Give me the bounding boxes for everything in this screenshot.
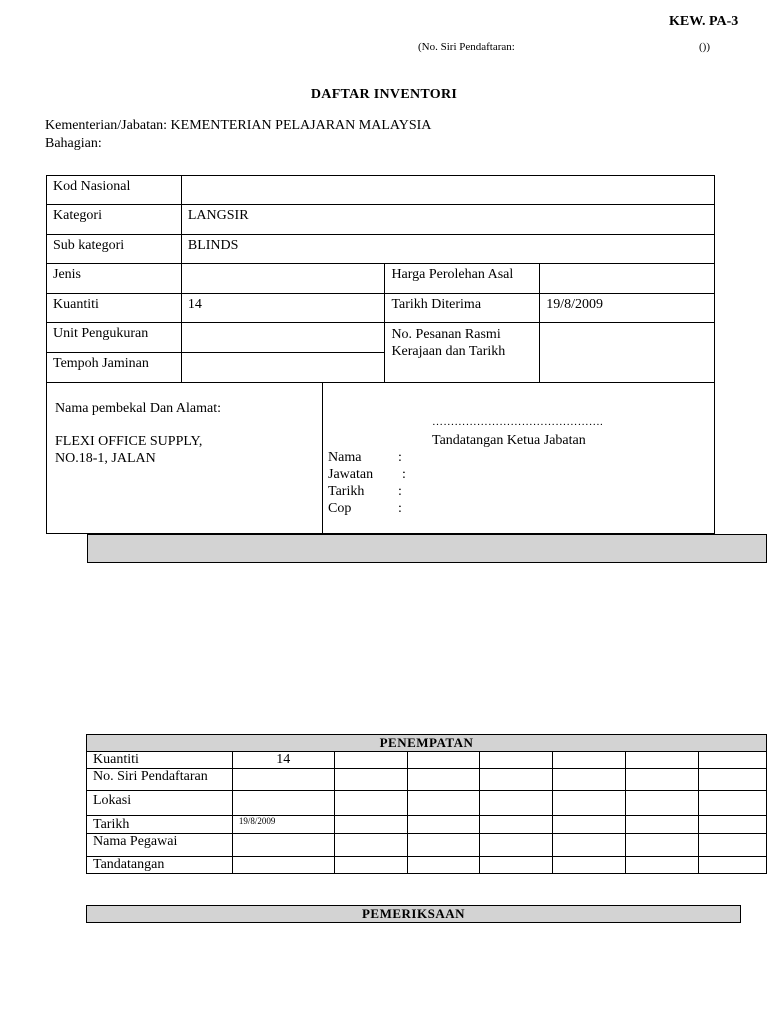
jenis-label: Jenis xyxy=(47,264,182,294)
table-cell[interactable] xyxy=(626,791,699,816)
kategori-value[interactable]: LANGSIR xyxy=(181,205,714,235)
divider xyxy=(322,382,323,533)
table-cell[interactable] xyxy=(626,857,699,874)
table-cell[interactable] xyxy=(626,752,699,769)
tarikh-sep: : xyxy=(398,484,402,499)
harga-value[interactable] xyxy=(540,264,715,294)
table-cell[interactable] xyxy=(699,791,767,816)
pen-kuantiti-label: Kuantiti xyxy=(87,752,233,769)
supplier-name xyxy=(55,433,202,467)
signature-title: Tandatangan Ketua Jabatan xyxy=(432,433,586,448)
table-row xyxy=(87,752,767,769)
kategori-label: Kategori xyxy=(47,205,182,235)
table-row xyxy=(87,816,767,834)
pesanan-rasmi-value[interactable] xyxy=(540,323,715,383)
signature-row-cop xyxy=(328,500,406,517)
unit-pengukuran-value[interactable] xyxy=(181,323,385,353)
table-cell[interactable] xyxy=(699,816,767,834)
tarikh-label: Tarikh xyxy=(328,484,365,499)
tempoh-jaminan-label: Tempoh Jaminan xyxy=(47,353,182,383)
table-cell[interactable] xyxy=(553,752,626,769)
pen-nama-pegawai-value[interactable] xyxy=(232,834,334,857)
supplier-name-line2: NO.18-1, JALAN xyxy=(55,451,156,466)
table-cell[interactable] xyxy=(334,834,407,857)
pen-kuantiti-value[interactable]: 14 xyxy=(232,752,334,769)
sub-kategori-label: Sub kategori xyxy=(47,235,182,264)
table-cell[interactable] xyxy=(334,752,407,769)
table-row xyxy=(87,834,767,857)
signature-row-tarikh xyxy=(328,483,406,500)
pen-siri-value[interactable] xyxy=(232,769,334,791)
table-cell[interactable] xyxy=(699,857,767,874)
table-cell[interactable] xyxy=(480,816,553,834)
table-cell[interactable] xyxy=(334,769,407,791)
nama-label: Nama xyxy=(328,450,362,465)
table-cell[interactable] xyxy=(480,752,553,769)
table-cell[interactable] xyxy=(626,769,699,791)
pen-tandatangan-value[interactable] xyxy=(232,857,334,874)
supplier-name-line1: FLEXI OFFICE SUPPLY, xyxy=(55,434,203,449)
table-cell[interactable] xyxy=(407,816,480,834)
supplier-signature-box xyxy=(46,382,715,534)
tarikh-diterima-value[interactable]: 19/8/2009 xyxy=(540,294,715,323)
table-cell[interactable] xyxy=(407,752,480,769)
jenis-value[interactable] xyxy=(181,264,385,294)
table-row xyxy=(47,264,715,294)
table-cell[interactable] xyxy=(407,834,480,857)
signature-details xyxy=(328,449,406,517)
table-row xyxy=(47,294,715,323)
pen-lokasi-value[interactable] xyxy=(232,791,334,816)
table-cell[interactable] xyxy=(480,834,553,857)
kuantiti-value[interactable]: 14 xyxy=(181,294,385,323)
penempatan-heading: PENEMPATAN xyxy=(87,735,767,752)
table-row xyxy=(47,176,715,205)
table-cell[interactable] xyxy=(407,791,480,816)
table-cell[interactable] xyxy=(699,769,767,791)
tarikh-diterima-label: Tarikh Diterima xyxy=(385,294,540,323)
pesanan-rasmi-label: No. Pesanan Rasmi Kerajaan dan Tarikh xyxy=(385,323,540,383)
siri-pendaftaran-label: (No. Siri Pendaftaran: xyxy=(418,41,515,53)
unit-pengukuran-label: Unit Pengukuran xyxy=(47,323,182,353)
table-row xyxy=(87,791,767,816)
harga-label: Harga Perolehan Asal xyxy=(385,264,540,294)
signature-line: ………………………………………. xyxy=(432,416,603,428)
table-cell[interactable] xyxy=(553,834,626,857)
page-title: DAFTAR INVENTORI xyxy=(310,87,458,102)
kementerian-line: Kementerian/Jabatan: KEMENTERIAN PELAJARAN MALAYSIA xyxy=(45,118,432,133)
table-cell[interactable] xyxy=(553,791,626,816)
pen-tandatangan-label: Tandatangan xyxy=(87,857,233,874)
cop-sep: : xyxy=(398,501,402,516)
table-row xyxy=(47,235,715,264)
table-cell[interactable] xyxy=(699,834,767,857)
jawatan-sep: : xyxy=(402,467,406,482)
table-row xyxy=(47,205,715,235)
table-cell[interactable] xyxy=(480,791,553,816)
table-cell[interactable] xyxy=(699,752,767,769)
pen-tarikh-label: Tarikh xyxy=(87,816,233,834)
bahagian-line: Bahagian: xyxy=(45,136,102,151)
pen-siri-label: No. Siri Pendaftaran xyxy=(87,769,233,791)
table-cell[interactable] xyxy=(480,857,553,874)
table-cell[interactable] xyxy=(407,769,480,791)
table-cell[interactable] xyxy=(334,816,407,834)
supplier-label: Nama pembekal Dan Alamat: xyxy=(55,401,221,416)
siri-pendaftaran-end: ()) xyxy=(699,41,710,53)
table-cell[interactable] xyxy=(480,769,553,791)
cop-label: Cop xyxy=(328,501,352,516)
nama-sep: : xyxy=(398,450,402,465)
table-cell[interactable] xyxy=(626,834,699,857)
kuantiti-label: Kuantiti xyxy=(47,294,182,323)
form-code: KEW. PA-3 xyxy=(669,14,739,29)
penempatan-table xyxy=(86,734,767,874)
table-cell[interactable] xyxy=(334,791,407,816)
pen-lokasi-label: Lokasi xyxy=(87,791,233,816)
table-row xyxy=(87,857,767,874)
grey-separator-bar xyxy=(87,534,767,563)
kod-nasional-value[interactable] xyxy=(181,176,714,205)
jawatan-label: Jawatan xyxy=(328,467,374,482)
table-row xyxy=(87,769,767,791)
signature-row-nama xyxy=(328,449,406,466)
table-cell[interactable] xyxy=(626,816,699,834)
table-cell[interactable] xyxy=(553,857,626,874)
table-cell[interactable] xyxy=(334,857,407,874)
table-cell[interactable] xyxy=(407,857,480,874)
signature-row-jawatan xyxy=(328,466,406,483)
table-cell[interactable] xyxy=(553,816,626,834)
pen-nama-pegawai-label: Nama Pegawai xyxy=(87,834,233,857)
inventory-table xyxy=(46,175,715,383)
table-cell[interactable] xyxy=(553,769,626,791)
table-row xyxy=(47,323,715,353)
kod-nasional-label: Kod Nasional xyxy=(47,176,182,205)
tempoh-jaminan-value[interactable] xyxy=(181,353,385,383)
table-row xyxy=(87,735,767,752)
pemeriksaan-heading: PEMERIKSAAN xyxy=(86,905,741,923)
sub-kategori-value[interactable]: BLINDS xyxy=(181,235,714,264)
pen-tarikh-value[interactable]: 19/8/2009 xyxy=(232,816,334,834)
